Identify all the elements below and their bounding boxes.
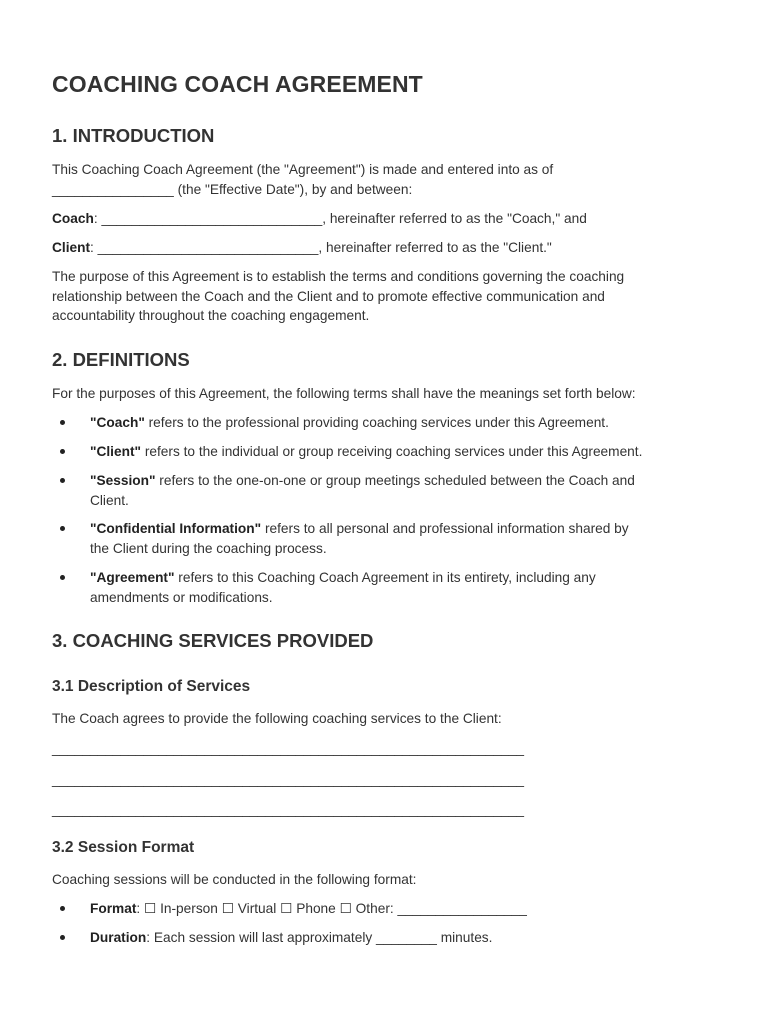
format-options: : ☐ In-person ☐ Virtual ☐ Phone ☐ Other: _________________ [136,901,527,916]
client-party-line [52,238,552,258]
format-lead: Coaching sessions will be conducted in the following format: [52,872,417,887]
definition-text: refers to the individual or group receiving coaching services under this Agreement. [141,444,643,459]
coach-blank-text: : _____________________________, hereinafter referred to as the "Coach," and [93,211,587,226]
document-title: COACHING COACH AGREEMENT [52,71,423,97]
definition-text-continued: amendments or modifications. [90,589,273,605]
subsection-heading-format: 3.2 Session Format [52,839,195,856]
section-heading-services: 3. COACHING SERVICES PROVIDED [52,630,374,651]
bullet-icon [60,449,65,454]
purpose-paragraph-line: relationship between the Coach and the Client and to promote effective communication and [52,289,605,304]
definition-term: "Coach" [90,415,145,430]
bullet-icon [60,575,65,580]
definition-text: refers to this Coaching Coach Agreement in its entirety, including any [174,570,596,585]
definition-text: refers to the one-on-one or group meetings scheduled between the Coach and [155,473,635,488]
purpose-paragraph-line: The purpose of this Agreement is to establish the terms and conditions governing the coaching [52,269,625,284]
client-blank-text: : _____________________________, hereinafter referred to as the "Client." [90,240,552,255]
subsection-heading-description: 3.1 Description of Services [52,678,251,695]
format-label: Format [90,901,137,916]
bullet-icon [60,526,65,531]
services-lead: The Coach agrees to provide the following coaching services to the Client: [52,711,502,726]
client-label: Client [52,240,91,255]
definition-term: "Confidential Information" [90,521,262,536]
definitions-lead: For the purposes of this Agreement, the following terms shall have the meanings set forth below: [52,386,636,401]
definition-text-continued: Client. [90,492,129,508]
duration-text: : Each session will last approximately ________ minutes. [146,930,493,945]
definition-text-continued: the Client during the coaching process. [90,540,327,556]
definition-text: refers to the professional providing coaching services under this Agreement. [144,415,609,430]
blank-line: ______________________________________________________________ [52,772,524,787]
definition-term: "Agreement" [90,570,175,585]
duration-label: Duration [90,930,147,945]
coach-label: Coach [52,211,94,226]
definition-text: refers to all personal and professional information shared by [261,521,629,536]
section-heading-definitions: 2. DEFINITIONS [52,349,190,370]
bullet-icon [60,420,65,425]
purpose-paragraph-line: accountability throughout the coaching engagement. [52,308,370,323]
section-heading-introduction: 1. INTRODUCTION [52,125,215,146]
coach-party-line [52,209,587,229]
definition-term: "Client" [90,444,142,459]
blank-line: ______________________________________________________________ [52,802,524,817]
intro-paragraph-line: This Coaching Coach Agreement (the "Agreement") is made and entered into as of [52,162,554,177]
bullet-icon [60,935,65,940]
bullet-icon [60,906,65,911]
blank-line: ______________________________________________________________ [52,741,524,756]
bullet-icon [60,478,65,483]
definition-term: "Session" [90,473,156,488]
intro-paragraph-line: ________________ (the "Effective Date"), by and between: [52,182,413,197]
